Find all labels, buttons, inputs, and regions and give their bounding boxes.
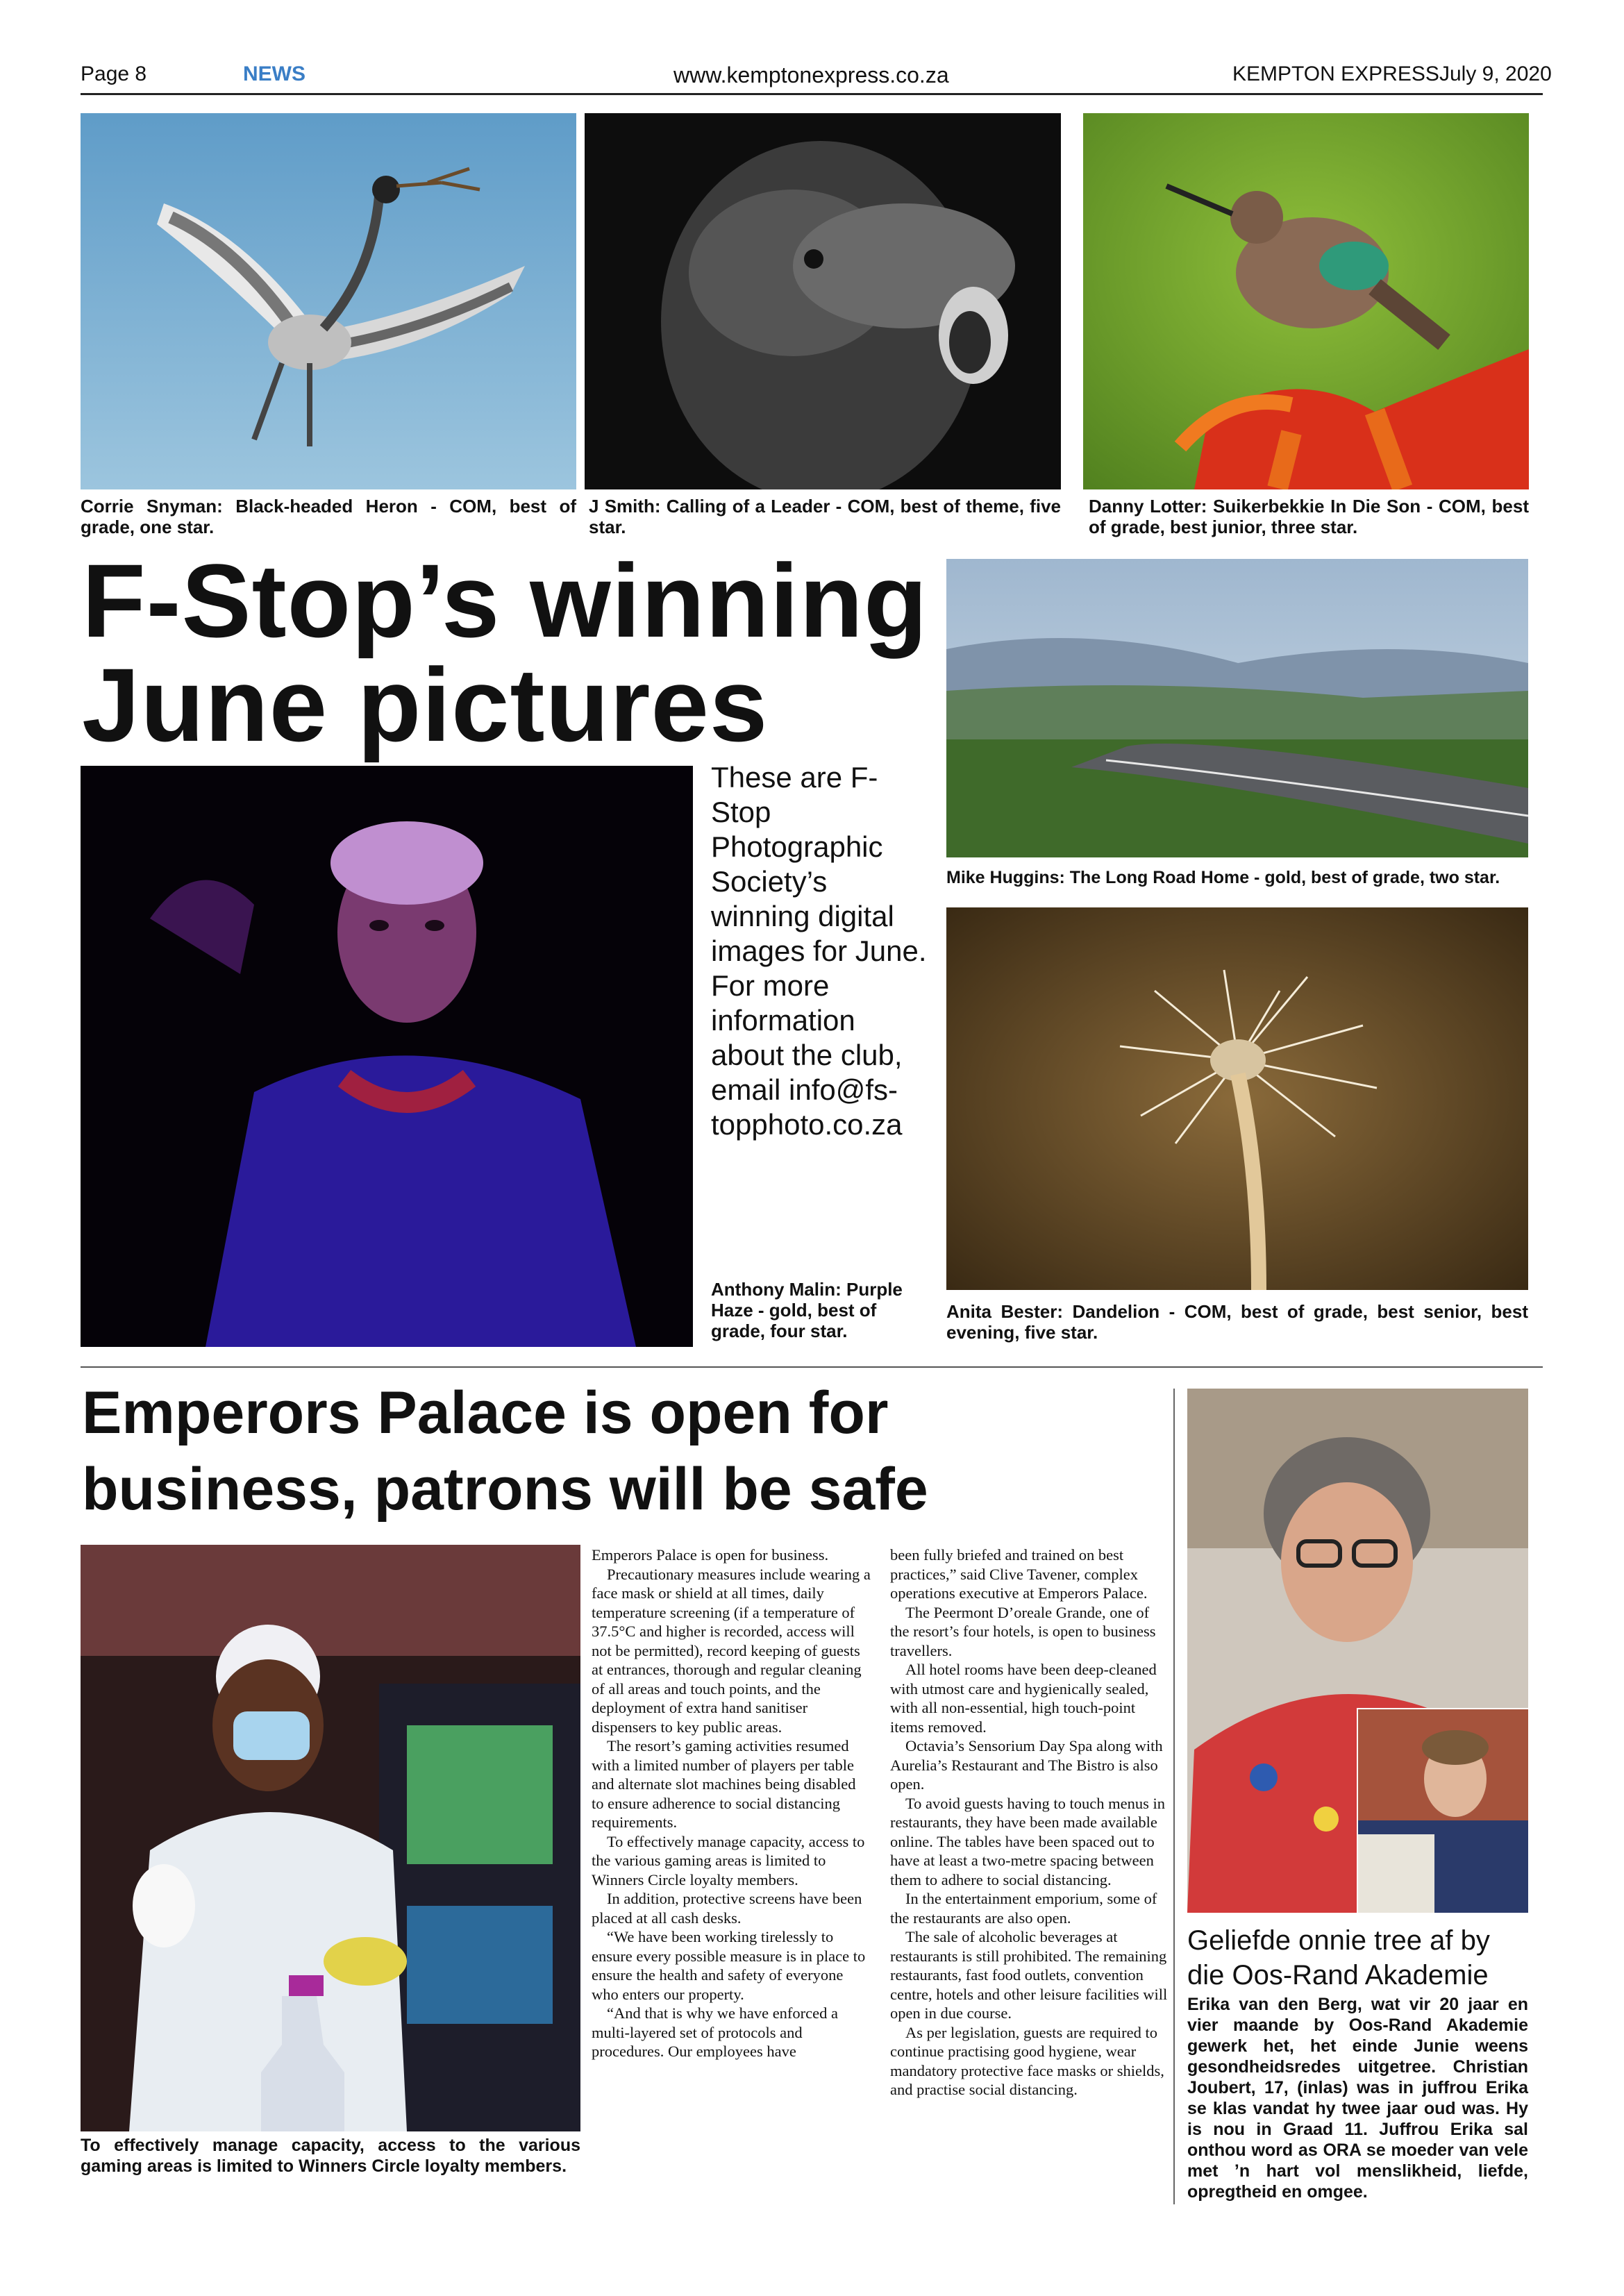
sunbird-photo [1083,113,1529,489]
emperors-column-2 [890,1545,1169,2100]
issue-date: July 9, 2020 [1439,62,1552,85]
sidebar-text: Erika van den Berg, wat vir 20 jaar en vier maande by Oos-Rand Akademie gewerk het, het einde Junie weens gesondheidsredes uitgetree. Christian Joubert, 17, (inlas) was in juffrou Erika se klas vandat hy twee jaar oud was. Hy is nou in Graad 11. Juffrou Erika sal onthou word as ORA se moeder van vele met ’n hart vol menslikheid, liefde, opregtheid en omgee. [1187,1995,1528,2202]
header-rule [81,93,1543,95]
gaming-caption: To effectively manage capacity, access to the various gaming areas is limited to Winners Circle loyalty members. [81,2136,580,2176]
column-divider [1173,1389,1175,2204]
emperors-headline-line2: business, patrons will be safe [82,1456,928,1523]
fstop-headline-line2: June pictures [82,646,769,763]
publication-name: KEMPTON EXPRESS [1232,62,1439,85]
baboon-photo [585,113,1061,489]
paragraph: The sale of alcoholic beverages at restaurants is still prohibited. The remaining restaurants, fast food outlets, convention centre, hotels and other leisure facilities will open in due course. [890,1928,1168,2022]
paragraph: “And that is why we have enforced a multi-layered set of protocols and procedures. Our employees have [592,2004,838,2060]
paragraph: In addition, protective screens have been placed at all cash desks. [592,1890,862,1927]
gaming-worker-photo [81,1545,580,2131]
long-road-caption: Mike Huggins: The Long Road Home - gold, best of grade, two star. [946,868,1500,887]
purple-haze-photo [81,766,693,1347]
paragraph: The Peermont D’oreale Grande, one of the resort’s four hotels, is open to business travellers. [890,1603,1156,1659]
website-url[interactable]: www.kemptonexpress.co.za [673,62,949,87]
paragraph: To avoid guests having to touch menus in restaurants, they have been made available online. The tables have been spaced out to have at least a two-metre spacing between them to adhere to social distancing. [890,1794,1166,1888]
dandelion-caption: Anita Bester: Dandelion - COM, best of grade, best senior, best evening, five star. [946,1301,1528,1343]
long-road-photo [946,559,1528,857]
paragraph: All hotel rooms have been deep-cleaned with utmost care and hygienically sealed, with all non-essential, high touch-point items removed. [890,1661,1157,1736]
paragraph: Emperors Palace is open for business. [592,1546,829,1564]
paragraph: been fully briefed and trained on best practices,” said Clive Tavener, complex operations executive at Emperors Palace. [890,1546,1148,1602]
paragraph: As per legislation, guests are required to continue practising good hygiene, wear mandatory protective face masks or shields, and practise social distancing. [890,2023,1164,2098]
paragraph: To effectively manage capacity, access to the various gaming areas is limited to Winners Circle loyalty members. [592,1832,865,1888]
section-label: NEWS [243,62,305,85]
paragraph: Octavia’s Sensorium Day Spa along with Aurelia’s Restaurant and The Bistro is also open. [890,1737,1163,1793]
paragraph: Precautionary measures include wearing a face mask or shield at all times, daily temperature screening (if a temperature of 37.5°C and higher is recorded, access will not be permitted), record keeping of guests at entrances, thorough and regular cleaning of all areas and touch points, and the deployment of extra hand sanitiser dispensers to key public areas. [592,1565,871,1736]
sunbird-caption: Danny Lotter: Suikerbekkie In Die Son - COM, best of grade, best junior, three star. [1089,496,1529,537]
paragraph: The resort’s gaming activities resumed with a limited number of players per table and alternate slot machines being disabled to ensure adherence to social distancing requirements. [592,1737,856,1831]
baboon-caption: J Smith: Calling of a Leader - COM, best of theme, five star. [589,496,1061,537]
fstop-headline-line1: F-Stop’s winning [82,542,928,659]
paragraph: In the entertainment emporium, some of the restaurants are also open. [890,1890,1157,1927]
student-inset-photo [1357,1708,1528,1913]
section-divider [81,1366,1543,1368]
heron-caption: Corrie Snyman: Black-headed Heron - COM, best of grade, one star. [81,496,576,537]
fstop-intro: These are F-Stop Photographic Society’s winning digital images for June. For more information about the club, email info@fs-topphoto.co.za [711,761,927,1141]
dandelion-photo [946,907,1528,1290]
emperors-column-1 [592,1545,871,2061]
page-number: Page 8 [81,62,147,85]
purple-haze-caption: Anthony Malin: Purple Haze - gold, best of grade, four star. [711,1279,903,1341]
paragraph: “We have been working tirelessly to ensure every possible measure is in place to ensure the health and safety of everyone who enters our property. [592,1928,866,2003]
sidebar-headline: Geliefde onnie tree af by die Oos-Rand Akademie [1187,1925,1490,1991]
teacher-photo [1187,1389,1528,1913]
emperors-headline-line1: Emperors Palace is open for [82,1380,889,1446]
heron-photo [81,113,576,489]
